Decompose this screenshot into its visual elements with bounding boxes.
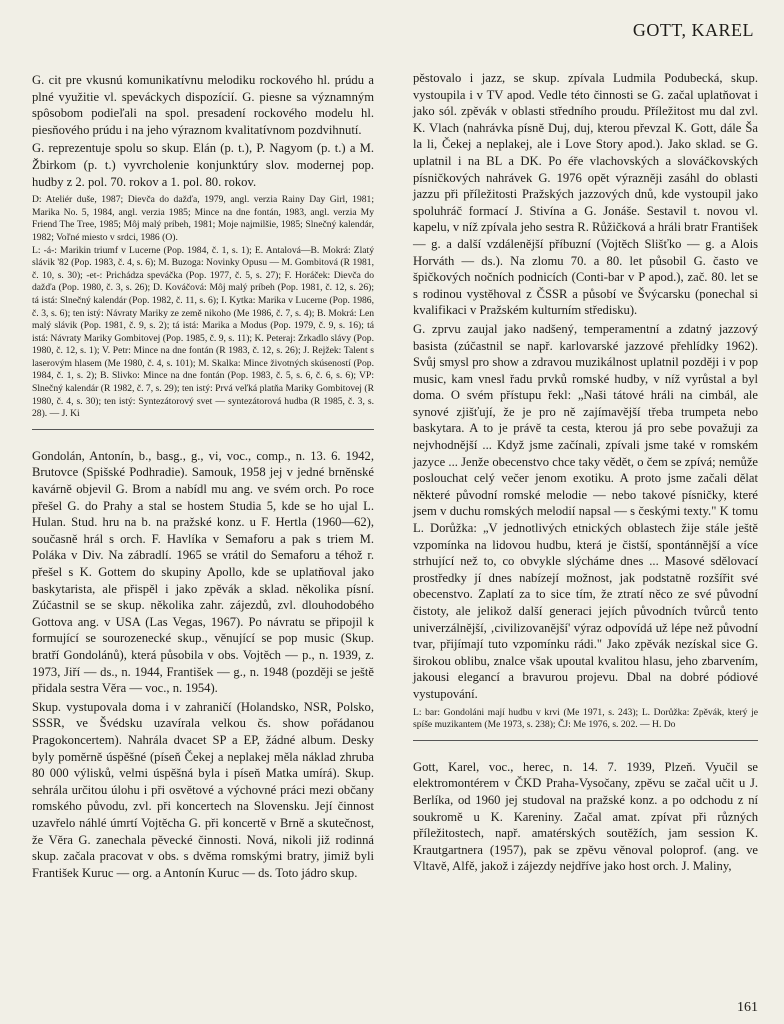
left-column — [32, 72, 374, 883]
right-column — [413, 70, 758, 877]
entry-divider — [413, 740, 758, 741]
paragraph: G. reprezentuje spolu so skup. Elán (p. t.), P. Nagyom (p. t.) a M. Žbirkom (p. t.) vyvrcholenie konjunktúry slov. modernej pop. hudby z 2. pol. 70. rokov a 1. pol. 80. rokov. — [32, 141, 374, 189]
entry-gondolan — [32, 448, 374, 881]
entry-divider — [32, 429, 374, 430]
references-literature: L: -á-: Marikin triumf v Lucerne (Pop. 1984, č. 1, s. 1); E. Antalová—B. Mokrá: Zlatý slávik '82 (Pop. 1983, č. 4, s. 6); M. Buzoga: Novinky Opusu — M. Gombitová (R 1981, č. 10, s. 30); -et-: Prichádza speváčka (Pop. 1977, č. 5, s. 27); F. Horáček: Dievča do dažďa (Pop. 1980, č. 3, s. 26); D. Kováčová: Môj malý príbeh (Pop. 1981, č. 12, s. 26); tá istá: Slnečný kalendár (Pop. 1982, č. 11, s. 6); I. Kytka: Marika v Lucerne (Pop. 1986, č. 3, s. 6); ten istý: Návraty Mariky ze země nikoho (Me 1986, č. 7, s. 4); B. Mokrá: Len malý slávik (Pop. 1981, č. 9, s. 2); tá istá: Marika a Modus (Pop. 1979, č. 9, s. 16); tá istá: Návraty Mariky Gombitovej (Pop. 1985, č. 9, s. 11); K. Peteraj: Zrkadlo slávy (Pop. 1980, č. 12, s. 1); V. Petr: Mince na dne fontán (R 1983, č. 12, s. 26); J. Rejžek: Talent s laserovým hlasem (Me 1980, č. 4, s. 101); M. Skalka: Mince životných skúseností (Pop. 1984, č. 1, s. 2); B. Slivko: Mince na dne fontán (Pop. 1983, č. 5, s. 6, č. 6, s. 6); VP: Slnečný kalendár (R 1982, č. 7, s. 29); ten istý: Prvá veľká platňa Mariky Gombitovej (R 1980, č. 4, s. 30); ten istý: Syntezátorový svet — syntezátorová hudba (R 1985, č. 3, s. 28). — J. Ki — [32, 244, 374, 420]
paragraph: G. zprvu zaujal jako nadšený, temperamentní a zdatný jazzový basista (zúčastnil se např. karlovarské jazzové přehlídky 1962). Svůj smysl pro show a zdravou muzikálnost uplatnil později i v pop music, kam vnesl řadu prvků romské hudby, v níž vyrůstal a byl doma. O svém přístupu řekl: „Naši tátové hráli na cimbál, ale synové zjišťují, že je pro ně zajímavější třeba trumpeta nebo baskytara. A to je právě ta cesta, kterou já pro sebe považuji za nejvhodnější ... Když jsme začínali, zpívali jsme také v romském jazyce ... Jenže obecenstvo chce taky vědět, o čem se zpívá; nemůže poslouchat celý večer jenom exotiku. A proto jsme začali dělat některé původní romské melodie — nebo takové písničky, které jsem v duchu romských melodií napsal — s českými texty." K tomu L. Dorůžka: „V jednotlivých etnických oblastech žije stále ještě vzpomínka na lidovou hudbu, která je čistší, spontánnější a více strhující než to, co obvykle slýcháme dnes ... Masové sdělovací prostředky jí dnes nabízejí možnost, jak podstatně rozšířit své obecenstvo. Zaplatí za to sice tím, že ztratí něco ze své původní čistoty, ale jelikož další generaci jejích původních tvůrců tento univerzálnější, ‚civilizovanější' výraz odpovídá už lépe než původní tvar, přijímají tuto vzpomínku rádi." Jako zpěvák nezískal sice G. širokou oblibu, znalce však upoutal kvalitou hlasu, jeho zbarvením, jakousi elegancí a bravurou projevu. Dbal na dobré pódiové vystupování. — [413, 321, 758, 701]
page-number: 161 — [737, 1000, 758, 1015]
paragraph: Gondolán, Antonín, b., basg., g., vi, voc., comp., n. 13. 6. 1942, Brutovce (Spišské Podhradie). Samouk, 1958 jej v jedné brněnské kavárně objevil G. Brom a nabídl mu ang. ve svém orch. Po roce přešel G. do Prahy a stal se hostem Studia 5, kde se ho ujal L. Hulan. Stud. hru na b. na pražské konz. u F. Hertla (1960—62), současně hrál s orch. F. Havlíka v Semaforu a pak s triem M. Poláka v Div. Na zábradlí. 1965 se vrátil do Semaforu a téhož r. přešel s K. Gottem do skupiny Apollo, kde se uplatňoval jako baskytarista, ale přispěl i jako zpěvák a sklad. několika písní. Zúčastnil se se skup. několika zahr. zájezdů, zvl. dlouhodobého Gottova ang. v USA (Las Vegas, 1967). Po návratu se připojil k formující se sourozenecké skup., věnující se pop music (Skup. bratří Gondolánů), která působila v obs. Vojtěch — p., n. 1939, z. 1973, Jiří — ds., n. 1944, František — g., n. 1948 (později se ještě přidala sestra Věra — voc., n. 1954). — [32, 448, 374, 696]
paragraph: Skup. vystupovala doma i v zahraničí (Holandsko, NSR, Polsko, SSSR, ve Švédsku uzavírala velkou čs. show pořádanou Pragokoncertem). Nahrála dvacet SP a EP, žádné album. Desky byly poměrně úspěšné (píseň Čekej a neplakej měla náklad zhruba 80 000 výlisků, velmi úspěšná byla i píseň Matka umírá). Skup. sehrála určitou úlohu i při osvětové a výchovné práci mezi občany romského původu, zvl. při koncertech na Slovensku. Její činnost uzavřelo náhlé úmrtí Vojtěcha G. při koncertě v Brně a skutečnost, že Věra G. zanechala pěvecké činnosti. Nová, nikoli již rodinná skup. začala pracovat v obs. s dvěma romskými bratry, jimiž byli František Kuruc — org. a Antonín Kuruc — ds. Toto jádro skup. — [32, 699, 374, 880]
paragraph: pěstovalo i jazz, se skup. zpívala Ludmila Podubecká, skup. vystoupila i v TV apod. Vedle této činnosti se G. začal uplatňovat i jako sól. zpěvák v oblasti středního proudu. Příležitost mu dal zvl. K. Vlach (nahrávka písně Duj, duj, kterou převzal K. Gott, dále Ša la li, Čekej a neplakej, ale i Love Story apod.). Jako sklad. se G. uplatnil i na BL a DK. Po éře vlachovských a slováčkovských písničkových nahrávek G. 1976 opět výrazněji zasáhl do oblasti jazzu při příležitosti Pražských jazzových dnů, kde vystoupil jako spoluhráč formací J. Stivína a G. Jonáše. Sestavil t. novou vl. kapelu, v níž zpívala jeho sestra R. Růžičková a hráli bratr František — g. a další vzdálenější příbuzní (Vojtěch Slišťko — g. a Alois Horváth — ds.). Na zlomu 70. a 80. let působil G. často ve špičkových nočních podnicích (Conti-bar v P apod.), zač. 80. let se s rodinou vystěhoval z ČSSR a působí ve Švýcarsku (ponechal si kvalifikaci v Pražském kulturním středisku). — [413, 71, 758, 318]
references — [32, 194, 374, 421]
running-header: GOTT, KAREL — [632, 20, 754, 40]
paragraph: G. cit pre vkusnú komunikatívnu melodiku rockového hl. prúdu a plné využitie vl. speváckych dispozícií. G. piesne sa významným spôsobom podieľali na spol. presadení rockového modelu hl. piesňového prúdu i na jeho výraznom kvalitatívnom pozdvihnutí. — [32, 73, 374, 137]
references — [413, 707, 758, 732]
references-literature: L: bar: Gondoláni mají hudbu v krvi (Me 1971, s. 243); L. Dorůžka: Zpěvák, který je spíše muzikantem (Me 1973, s. 238); ČJ: Me 1976, s. 202. — H. Do — [413, 706, 758, 731]
entry-gott — [413, 759, 758, 875]
paragraph: Gott, Karel, voc., herec, n. 14. 7. 1939, Plzeň. Vyučil se elektromontérem v ČKD Praha-Vysočany, zpěvu se začal učit u J. Berlíka, od 1960 jej studoval na pražské konz. a po odchodu z ní soukromě u K. Kareniny. Začal amat. zpívat při různých příležitostech, např. amatérských soutěžích, jam session K. Krautgartnera (1957), pak se zpěvu věnoval poloprof. (ang. ve Vltavě, Alfě, jakož i zájezdy nejdříve jako host orch. J. Maliny, — [413, 759, 758, 874]
references-discography: D: Ateliér duše, 1987; Dievča do dažďa, 1979, angl. verzia Rainy Day Girl, 1981; Marika No. 5, 1984, angl. verzia 1985; Mince na dne fontán, 1983, angl. verzia My Friend The Tree, 1985; Môj malý príbeh, 1981; Moje najmilšie, 1985; Slnečný kalendár, 1982; Voľné miesto v srdci, 1986 (O). — [32, 194, 374, 243]
